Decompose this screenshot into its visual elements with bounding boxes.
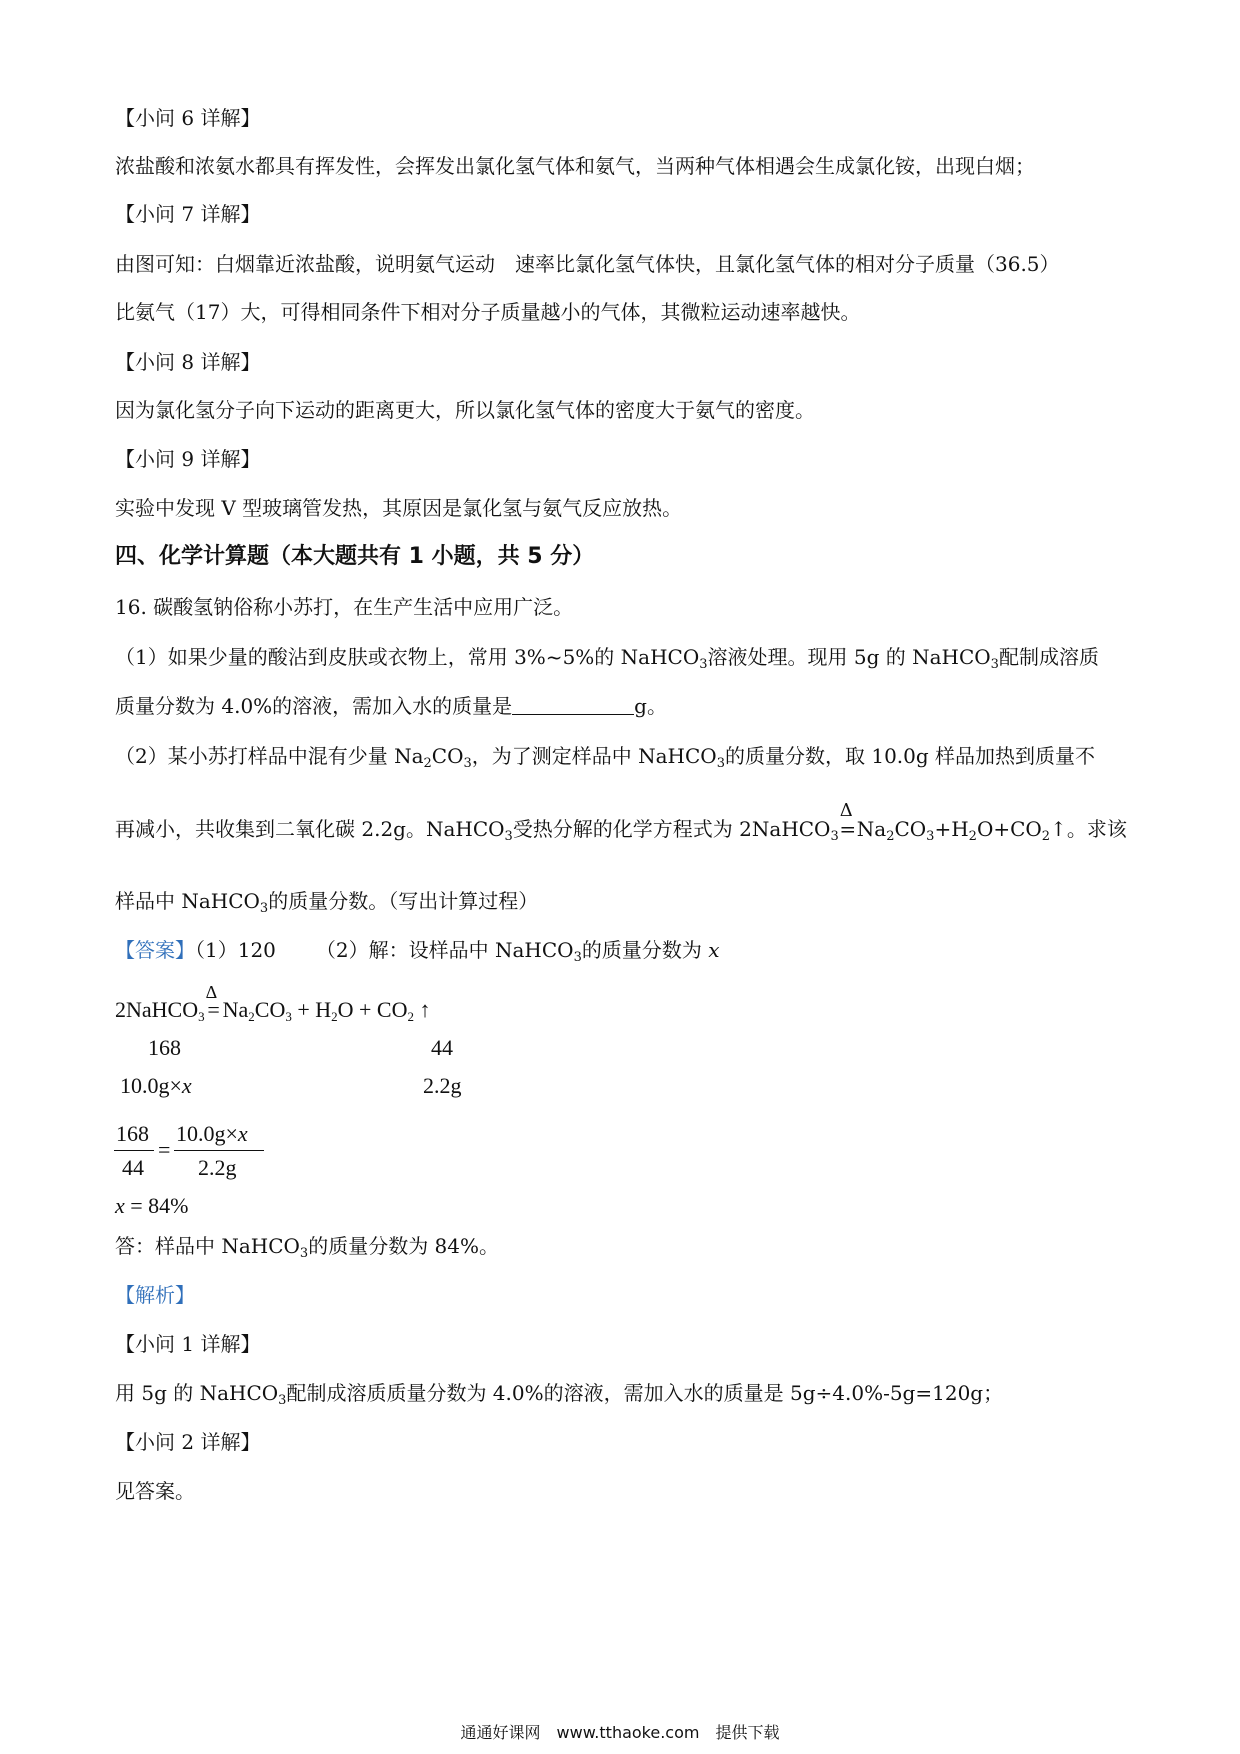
- subscript: 2: [423, 756, 432, 771]
- fraction-bar-right: [174, 1150, 264, 1151]
- variable-x: x: [237, 1121, 248, 1146]
- analysis-q1-text-b: 配制成溶质质量分数为 4.0%的溶液，需加入水的质量是 5g÷4.0%-5g=120g；: [286, 1381, 1004, 1405]
- answer-part1: （1）120: [195, 938, 276, 962]
- q16-part1-text-c: 配制成溶质: [998, 645, 1099, 669]
- fraction-right-numerator: [176, 1120, 248, 1148]
- subscript: 2: [968, 829, 977, 844]
- q8-text: 因为氯化氢分子向下运动的距离更大，所以氯化氢气体的密度大于氨气的密度。: [115, 398, 815, 422]
- analysis-q1-text: [115, 1379, 1003, 1415]
- analysis-q1-text-a: 用 5g 的 NaHCO: [115, 1381, 279, 1405]
- q9-heading: 【小问 9 详解】: [115, 447, 261, 471]
- q16-part1-line2-text: 质量分数为 4.0%的溶液，需加入水的质量是: [115, 694, 513, 718]
- subscript: 3: [573, 950, 582, 965]
- q7-text-line2: 比氨气（17）大，可得相同条件下相对分子质量越小的气体，其微粒运动速率越快。: [115, 300, 861, 324]
- answer-label: 【答案】: [115, 938, 195, 962]
- q9-text: 实验中发现 V 型玻璃管发热，其原因是氯化氢与氨气反应放热。: [115, 496, 683, 520]
- answer-line: [115, 936, 719, 972]
- variable-x: x: [708, 938, 720, 962]
- q8-heading: 【小问 8 详解】: [115, 350, 261, 374]
- eq-product-na: Na: [222, 997, 249, 1022]
- fraction-bar-left: [114, 1150, 154, 1151]
- analysis-q2-text: 见答案。: [115, 1479, 195, 1503]
- subscript: 3: [299, 1246, 309, 1261]
- eq-product-h: + H: [291, 997, 332, 1022]
- fraction-right-denominator: 2.2g: [198, 1155, 237, 1180]
- q16-part1-text-b: 溶液处理。现用 5g 的 NaHCO: [707, 645, 991, 669]
- subscript: 3: [504, 829, 513, 844]
- eq-product-o-co: O + CO: [337, 997, 408, 1022]
- q16-part2-text-b: CO: [431, 744, 464, 768]
- fraction-left-numerator: 168: [116, 1121, 149, 1146]
- q16-intro: 16. 碳酸氢钠俗称小苏打，在生产生活中应用广泛。: [115, 595, 574, 619]
- q16-part2-line2-c: Na: [856, 817, 887, 841]
- footer-source: 通通好课网 www.tthaoke.com 提供下载: [460, 1723, 780, 1742]
- subscript: 3: [990, 657, 999, 672]
- unit-g: g。: [634, 694, 667, 718]
- q16-part2-line3-a: 样品中 NaHCO: [115, 889, 260, 913]
- part4-title: 四、化学计算题（本大题共有 1 小题，共 5 分）: [115, 544, 595, 569]
- subscript: 2: [886, 829, 895, 844]
- answer-part2-a: （2）解：设样品中 NaHCO: [315, 938, 574, 962]
- subscript: 2: [248, 1009, 255, 1024]
- conclusion: [115, 1232, 499, 1268]
- q16-part2-line2: [115, 800, 1127, 851]
- q16-part2-line3: [115, 887, 538, 923]
- analysis-label: 【解析】: [115, 1283, 195, 1307]
- answer-blank[interactable]: [512, 694, 634, 715]
- q6-text: 浓盐酸和浓氨水都具有挥发性，会挥发出氯化氢气体和氨气，当两种气体相遇会生成氯化铵，出现白烟；: [115, 154, 1035, 178]
- q16-part2-text-d: 的质量分数，取 10.0g 样品加热到质量不: [724, 744, 1096, 768]
- co2-mass: 2.2g: [423, 1073, 462, 1098]
- q16-part2-line1: [115, 742, 1095, 778]
- eq-product-co: CO: [254, 997, 286, 1022]
- result-value: = 84%: [124, 1193, 189, 1218]
- subscript: 3: [463, 756, 472, 771]
- result-line: [115, 1192, 189, 1220]
- analysis-q1-heading: 【小问 1 详解】: [115, 1332, 261, 1356]
- eq-gas-arrow: ↑: [413, 997, 431, 1022]
- sample-mass: [120, 1072, 192, 1100]
- subscript: 3: [259, 901, 269, 916]
- q16-part2-line2-b: 受热分解的化学方程式为 2NaHCO: [512, 817, 831, 841]
- answer-part2-b: 的质量分数为: [581, 938, 709, 962]
- q16-part2-line2-d: CO: [894, 817, 927, 841]
- q7-text-line1: 由图可知：白烟靠近浓盐酸，说明氨气运动 速率比氯化氢气体快，且氯化氢气体的相对分子质量（36.5）: [115, 252, 1060, 276]
- subscript: 3: [285, 1009, 292, 1024]
- molar-mass-168: 168: [148, 1035, 181, 1060]
- q16-part2-line2-g: ↑。求该: [1050, 817, 1127, 841]
- subscript: 2: [407, 1009, 414, 1024]
- q16-part2-line2-f: O+CO: [976, 817, 1042, 841]
- q16-part2-line2-e: +H: [934, 817, 969, 841]
- analysis-q2-heading: 【小问 2 详解】: [115, 1430, 261, 1454]
- conclusion-b: 的质量分数为 84%。: [308, 1234, 500, 1258]
- molar-mass-44: 44: [431, 1035, 453, 1060]
- q16-part2-line3-b: 的质量分数。（写出计算过程）: [268, 889, 539, 913]
- subscript: 2: [1041, 829, 1051, 844]
- sample-mass-value: 10.0g×: [120, 1073, 182, 1098]
- variable-x: x: [115, 1193, 125, 1218]
- conclusion-a: 答：样品中 NaHCO: [115, 1234, 300, 1258]
- q16-part2-line2-a: 再减小，共收集到二氧化碳 2.2g。NaHCO: [115, 817, 505, 841]
- equals-sign: =: [158, 1137, 171, 1162]
- variable-x: x: [181, 1073, 192, 1098]
- subscript: 3: [198, 1009, 205, 1024]
- subscript: 3: [716, 756, 725, 771]
- q16-part1-line1: [115, 643, 1099, 679]
- eq-reactant: 2NaHCO: [115, 997, 199, 1022]
- q16-part2-text-c: ，为了测定样品中 NaHCO: [471, 744, 717, 768]
- q16-part1-line2: [115, 692, 667, 720]
- fraction-right-numerator-value: 10.0g×: [176, 1121, 238, 1146]
- subscript: 2: [331, 1009, 338, 1024]
- subscript: 3: [278, 1393, 287, 1408]
- fraction-left-denominator: 44: [122, 1155, 144, 1180]
- q16-part2-text-a: （2）某小苏打样品中混有少量 Na: [115, 744, 424, 768]
- heat-equals-sign: Δ =: [205, 996, 223, 1024]
- chemical-equation: [115, 982, 431, 1031]
- delta-symbol: Δ: [205, 982, 218, 1002]
- subscript: 3: [830, 829, 839, 844]
- delta-symbol: Δ: [839, 800, 853, 821]
- heat-equals-sign: Δ =: [839, 815, 857, 843]
- q16-part1-text-a: （1）如果少量的酸沾到皮肤或衣物上，常用 3%~5%的 NaHCO: [115, 645, 700, 669]
- q6-heading: 【小问 6 详解】: [115, 106, 261, 130]
- subscript: 3: [699, 657, 708, 672]
- subscript: 3: [926, 829, 935, 844]
- q7-heading: 【小问 7 详解】: [115, 202, 261, 226]
